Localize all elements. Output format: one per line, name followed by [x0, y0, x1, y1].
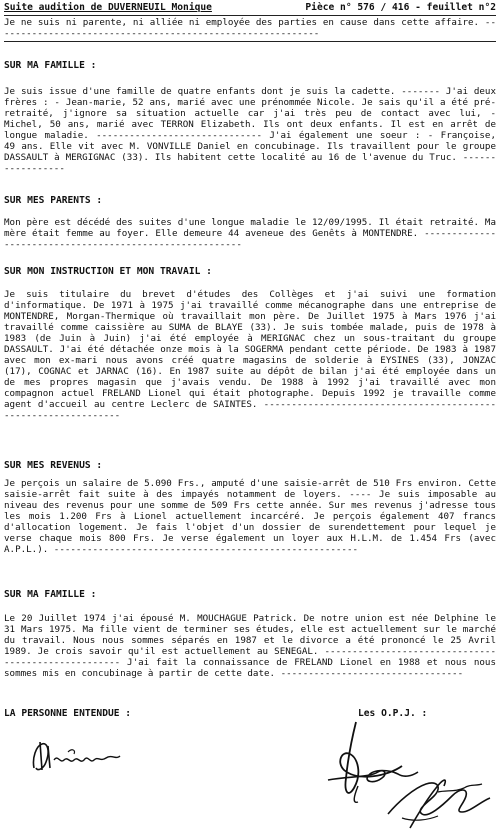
section-title-family: SUR MA FAMILLE :	[4, 60, 97, 71]
header-rule	[4, 15, 496, 16]
signature-label-witness: LA PERSONNE ENTENDUE :	[4, 708, 132, 719]
header-piece-number: Pièce n° 576 / 416 - feuillet n°2	[305, 2, 496, 13]
signature-label-officers: Les O.P.J. :	[358, 708, 428, 719]
section-body-income: Je perçois un salaire de 5.090 Frs., amputé d'une saisie-arrêt de 510 Frs environ. Cette saisie-arrêt fait suite à des impayés notamment de loyers. ---- Je suis imposable au niveau des revenus pour une somme de 509 Frs cette année. Sur mes revenus j'adresse tous les mois 1.200 Frs à Lionel actuellement incarcéré. Je perçois également 407 francs d'allocation logement. Je fais l'objet d'un dossier de surendettement pour lequel je verse chaque mois 800 Frs. Je verse également un loyer aux H.L.M. de 1.454 Frs (avec A.P.L.). -------------------------------------------------------	[4, 478, 496, 555]
officers-signatures	[318, 718, 498, 830]
witness-signature	[28, 738, 128, 778]
intro-paragraph: Je ne suis ni parente, ni alliée ni employée des parties en cause dans cette affaire. -----------------------------------------------------------	[4, 17, 496, 39]
section-title-income: SUR MES REVENUS :	[4, 460, 103, 471]
header-title: Suite audition de DUVERNEUIL Monique	[4, 2, 212, 13]
section-body-marriage: Le 20 Juillet 1974 j'ai épousé M. MOUCHAGUE Patrick. De notre union est née Delphine le 31 Mars 1975. Ma fille vient de terminer ses études, elle est actuellement sur le marché du travail. Nous nous sommes séparés en 1987 et le divorce a été prononcé le 25 Avril 1989. Je crois savoir qu'il est actuellement au SENEGAL. ---------------------------------------------------- J'ai fait la connaissance de FRELAND Lionel en 1988 et nous nous sommes mis en concubinage à partir de cette date. ---------------------------------	[4, 613, 496, 679]
intro-rule	[4, 41, 496, 42]
page-header	[4, 2, 496, 13]
section-body-family: Je suis issue d'une famille de quatre enfants dont je suis la cadette. ------- J'ai deux frères : - Jean-marie, 52 ans, marié avec une prénommée Nicole. Je sais qu'il a été pré-retraité, j'ignore sa situation actuelle car j'ai très peu de contact avec lui, - Michel, 50 ans, marié avec TERRON Elizabeth. Ils ont deux enfants. Il est en arrêt de longue maladie. ------------------------------ J'ai également une soeur : - Françoise, 49 ans. Elle vit avec M. VONVILLE Daniel en concubinage. Ils travaillent pour le groupe DASSAULT à MERGIGNAC (33). Ils habitent cette localité au 16 de l'avenue du Truc. -----------------	[4, 86, 496, 174]
section-title-education-work: SUR MON INSTRUCTION ET MON TRAVAIL :	[4, 266, 212, 277]
section-title-marriage: SUR MA FAMILLE :	[4, 589, 97, 600]
section-body-parents: Mon père est décédé des suites d'une longue maladie le 12/09/1995. Il était retraité. Ma mère était femme au foyer. Elle demeure 44 aveneue des Genêts à MONTENDRE. --------------------------------------------------------	[4, 217, 496, 250]
section-body-education-work: Je suis titulaire du brevet d'études des Collèges et j'ai suivi une formation d'informatique. De 1971 à 1975 j'ai travaillé comme mécanographe dans une entreprise de MONTENDRE, Morgan-Thermique où travaillait mon père. De Juillet 1975 à Mars 1976 j'ai travaillé comme caissière au SUMA de BLAYE (33). Je suis tombée malade, puis de 1978 à 1983 (de Juin à Juin) j'ai été employée à MERIGNAC chez un sous-traitant du groupe DASSAULT. J'ai été détachée onze mois à la SOGERMA pendant cette période. De 1983 à 1987 avec mon ex-mari nous avons créé quatre magasins de solderie à EYSINES (33), JONZAC (17), COGNAC et JARNAC (16). En 1987 suite au dépôt de bilan j'ai été employée dans un de mes propres magasin que j'avais vendu. De 1988 à 1992 j'ai travaillé avec mon compagnon actuel FRELAND Lionel qui était photographe. Depuis 1992 je travaille comme agent d'accueil au centre Leclerc de SAINTES. ---------------------------------------------------------------	[4, 289, 496, 421]
section-title-parents: SUR MES PARENTS :	[4, 195, 103, 206]
